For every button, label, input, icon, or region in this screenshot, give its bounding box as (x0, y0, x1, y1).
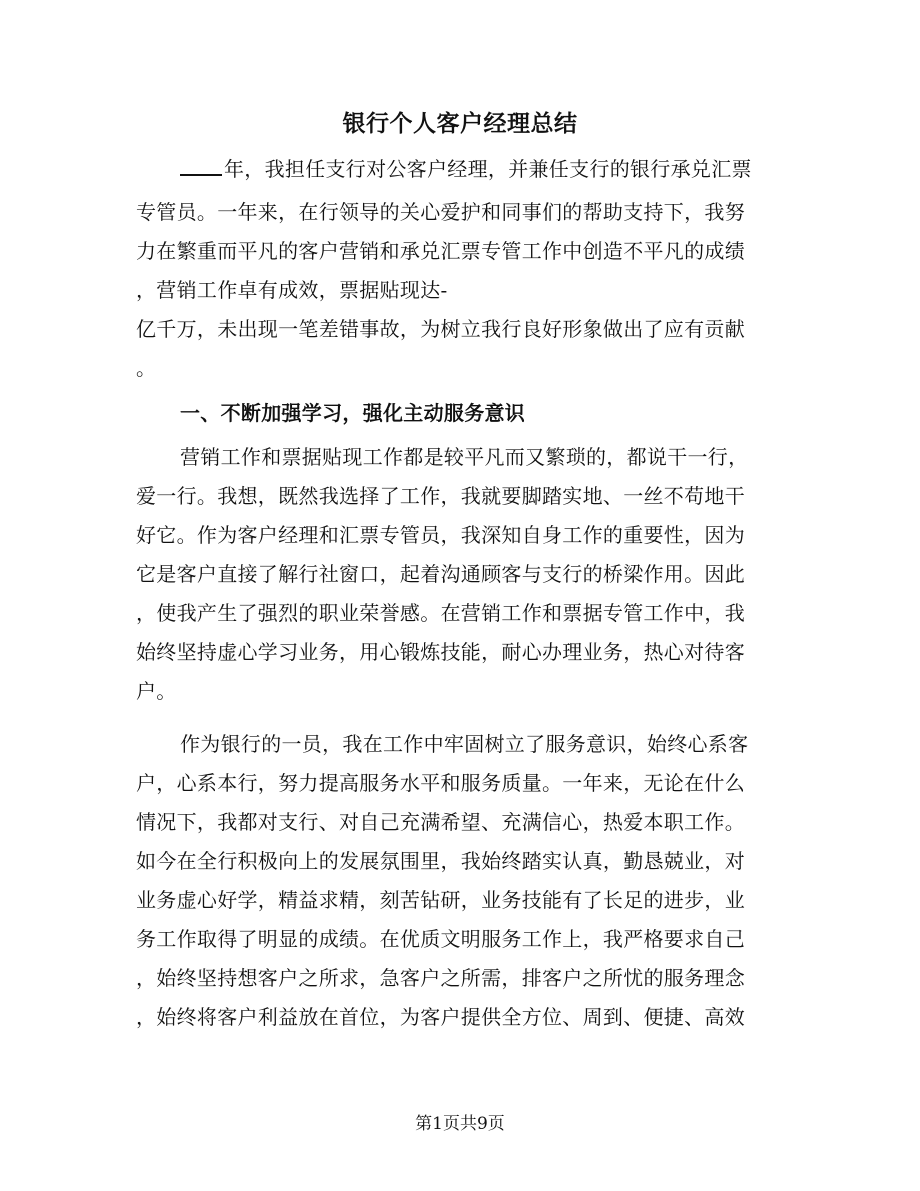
page-number-footer: 第1页共9页 (415, 1114, 505, 1134)
paragraph-line: 如今在全行积极向上的发展氛围里，我始终踏实认真，勤恳兢业，对 (136, 849, 745, 873)
paragraph-line: ，营销工作卓有成效，票据贴现达- (136, 278, 448, 302)
paragraph-line: 爱一行。我想，既然我选择了工作，我就要脚踏实地、一丝不苟地干 (136, 484, 745, 508)
paragraph-line: 好它。作为客户经理和汇票专管员，我深知自身工作的重要性，因为 (136, 523, 745, 547)
paragraph-line: 务工作取得了明显的成绩。在优质文明服务工作上，我严格要求自己 (136, 927, 745, 951)
paragraph-line: 专管员。一年来，在行领导的关心爱护和同事们的帮助支持下，我努 (136, 200, 745, 224)
section-heading: 一、不断加强学习，强化主动服务意识 (180, 401, 526, 425)
page-title: 银行个人客户经理总结 (342, 110, 578, 137)
paragraph-line (180, 152, 840, 184)
paragraph-line: 。 (136, 356, 157, 380)
paragraph-line: 力在繁重而平凡的客户营销和承兑汇票专管工作中创造不平凡的成绩 (136, 239, 745, 263)
paragraph-line: 户。 (136, 679, 177, 703)
paragraph-line: 情况下，我都对支行、对自己充满希望、充满信心，热爱本职工作。 (136, 810, 745, 834)
paragraph-line: 它是客户直接了解行社窗口，起着沟通顾客与支行的桥梁作用。因此 (136, 562, 745, 586)
paragraph-line: 营销工作和票据贴现工作都是较平凡而又繁琐的，都说干一行， (180, 445, 749, 469)
paragraph-line: 户，心系本行，努力提高服务水平和服务质量。一年来，无论在什么 (136, 771, 745, 795)
paragraph-line: 作为银行的一员，我在工作中牢固树立了服务意识，始终心系客 (180, 732, 749, 756)
paragraph-line: 业务虚心好学，精益求精，刻苦钻研，业务技能有了长足的进步，业 (136, 888, 745, 912)
fill-in-blank (180, 152, 222, 176)
paragraph-line: 亿千万，未出现一笔差错事故，为树立我行良好形象做出了应有贡献 (136, 317, 745, 341)
text-run: 年，我担任支行对公客户经理，并兼任支行的银行承兑汇票 (224, 157, 752, 181)
paragraph-line: ，使我产生了强烈的职业荣誉感。在营销工作和票据专管工作中，我 (136, 601, 745, 625)
paragraph-line: ，始终将客户利益放在首位，为客户提供全方位、周到、便捷、高效 (136, 1005, 745, 1029)
paragraph-line: ，始终坚持想客户之所求，急客户之所需，排客户之所忧的服务理念 (136, 966, 745, 990)
paragraph-line: 始终坚持虚心学习业务，用心锻炼技能，耐心办理业务，热心对待客 (136, 640, 745, 664)
